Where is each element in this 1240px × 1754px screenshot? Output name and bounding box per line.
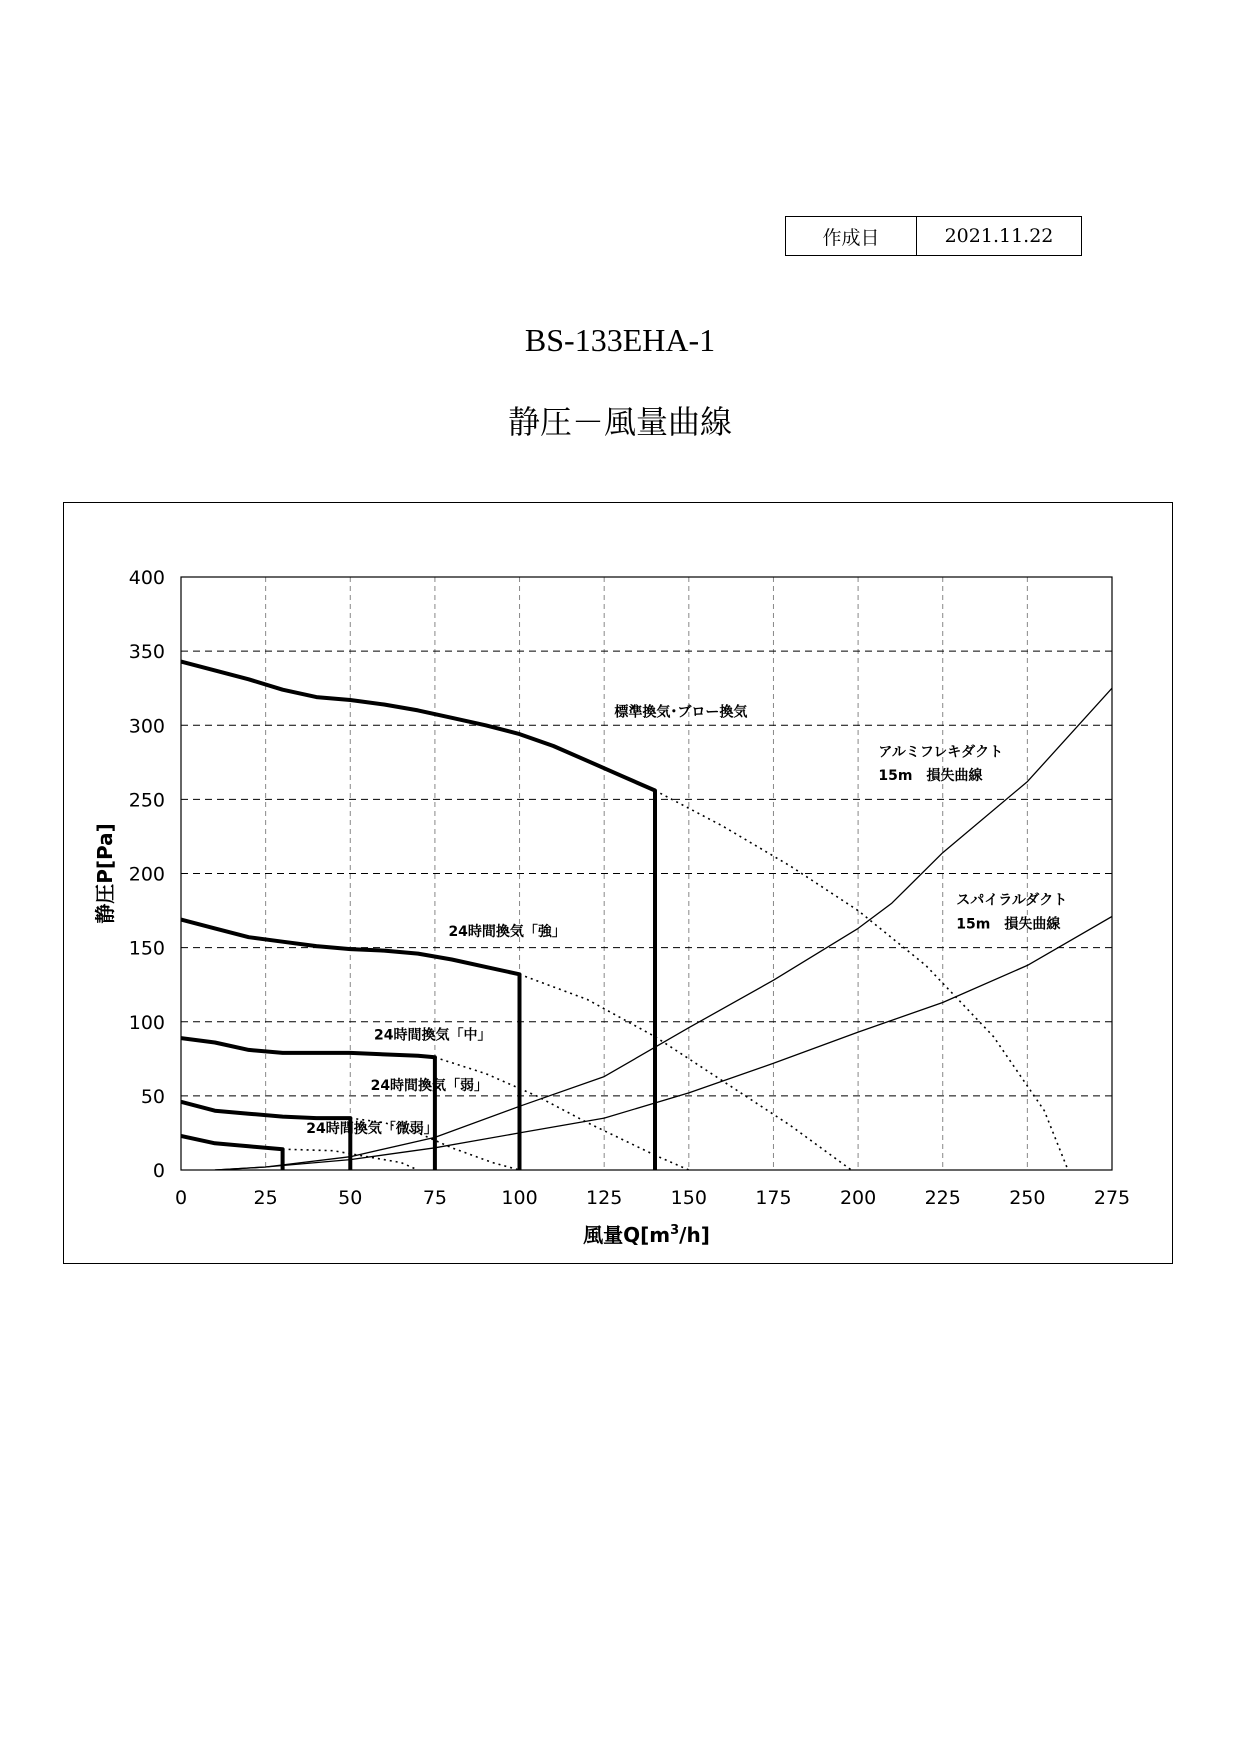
date-label: 作成日 xyxy=(786,217,917,255)
y-tick-label: 400 xyxy=(128,567,165,589)
y-tick-label: 350 xyxy=(128,641,165,664)
date-value: 2021.11.22 xyxy=(944,225,1054,247)
y-tick-label: 150 xyxy=(128,937,165,960)
x-tick-label: 125 xyxy=(586,1187,623,1209)
chart-annotation: スパイラルダクト xyxy=(956,892,1068,909)
x-tick-label: 250 xyxy=(1009,1187,1046,1209)
x-tick-label: 275 xyxy=(1093,1187,1131,1209)
chart-annotation: 15m 損失曲線 xyxy=(878,768,983,785)
x-tick-label: 75 xyxy=(422,1187,448,1209)
chart-annotation: アルミフレキダクト xyxy=(878,744,1004,761)
x-tick-label: 0 xyxy=(174,1187,188,1209)
model-name: BS-133EHA-1 xyxy=(524,322,716,358)
series-extension-1 xyxy=(520,974,852,1170)
x-tick-label: 150 xyxy=(670,1187,707,1209)
y-tick-label: 250 xyxy=(128,789,165,812)
x-tick-label: 200 xyxy=(839,1187,877,1209)
x-axis-label: 風量$Q[m^3/h]$ xyxy=(583,1223,710,1247)
chart-annotation: 24時間換気「弱」 xyxy=(370,1077,489,1094)
chart-frame xyxy=(63,502,1173,1264)
chart-title: 静圧－風量曲線 xyxy=(507,403,732,441)
chart-annotation: 24時間換気「微弱」 xyxy=(306,1120,438,1137)
y-tick-label: 200 xyxy=(128,863,165,886)
x-tick-label: 50 xyxy=(338,1187,363,1209)
series-extension-0 xyxy=(655,791,1068,1171)
y-tick-label: 300 xyxy=(128,715,165,738)
plot-area-frame xyxy=(181,577,1112,1170)
chart-annotation: 15m 損失曲線 xyxy=(956,916,1061,933)
y-tick-label: 50 xyxy=(140,1085,165,1108)
x-tick-label: 100 xyxy=(501,1187,538,1209)
chart-annotation: 24時間換気「中」 xyxy=(373,1027,492,1044)
y-tick-label: 0 xyxy=(152,1160,165,1182)
chart-svg xyxy=(64,503,1174,1265)
y-axis-label: 静圧P[Pa] xyxy=(93,823,117,924)
chart-annotation: 標準換気･ブロー換気 xyxy=(614,704,748,721)
x-tick-label: 175 xyxy=(755,1187,792,1209)
series-extension-2 xyxy=(435,1057,689,1170)
y-tick-label: 100 xyxy=(128,1011,165,1034)
x-tick-label: 225 xyxy=(924,1187,961,1209)
date-box xyxy=(785,216,1082,256)
x-tick-label: 25 xyxy=(253,1187,278,1209)
chart-annotation: 24時間換気「強」 xyxy=(448,923,566,940)
series-line-4 xyxy=(181,1136,283,1170)
